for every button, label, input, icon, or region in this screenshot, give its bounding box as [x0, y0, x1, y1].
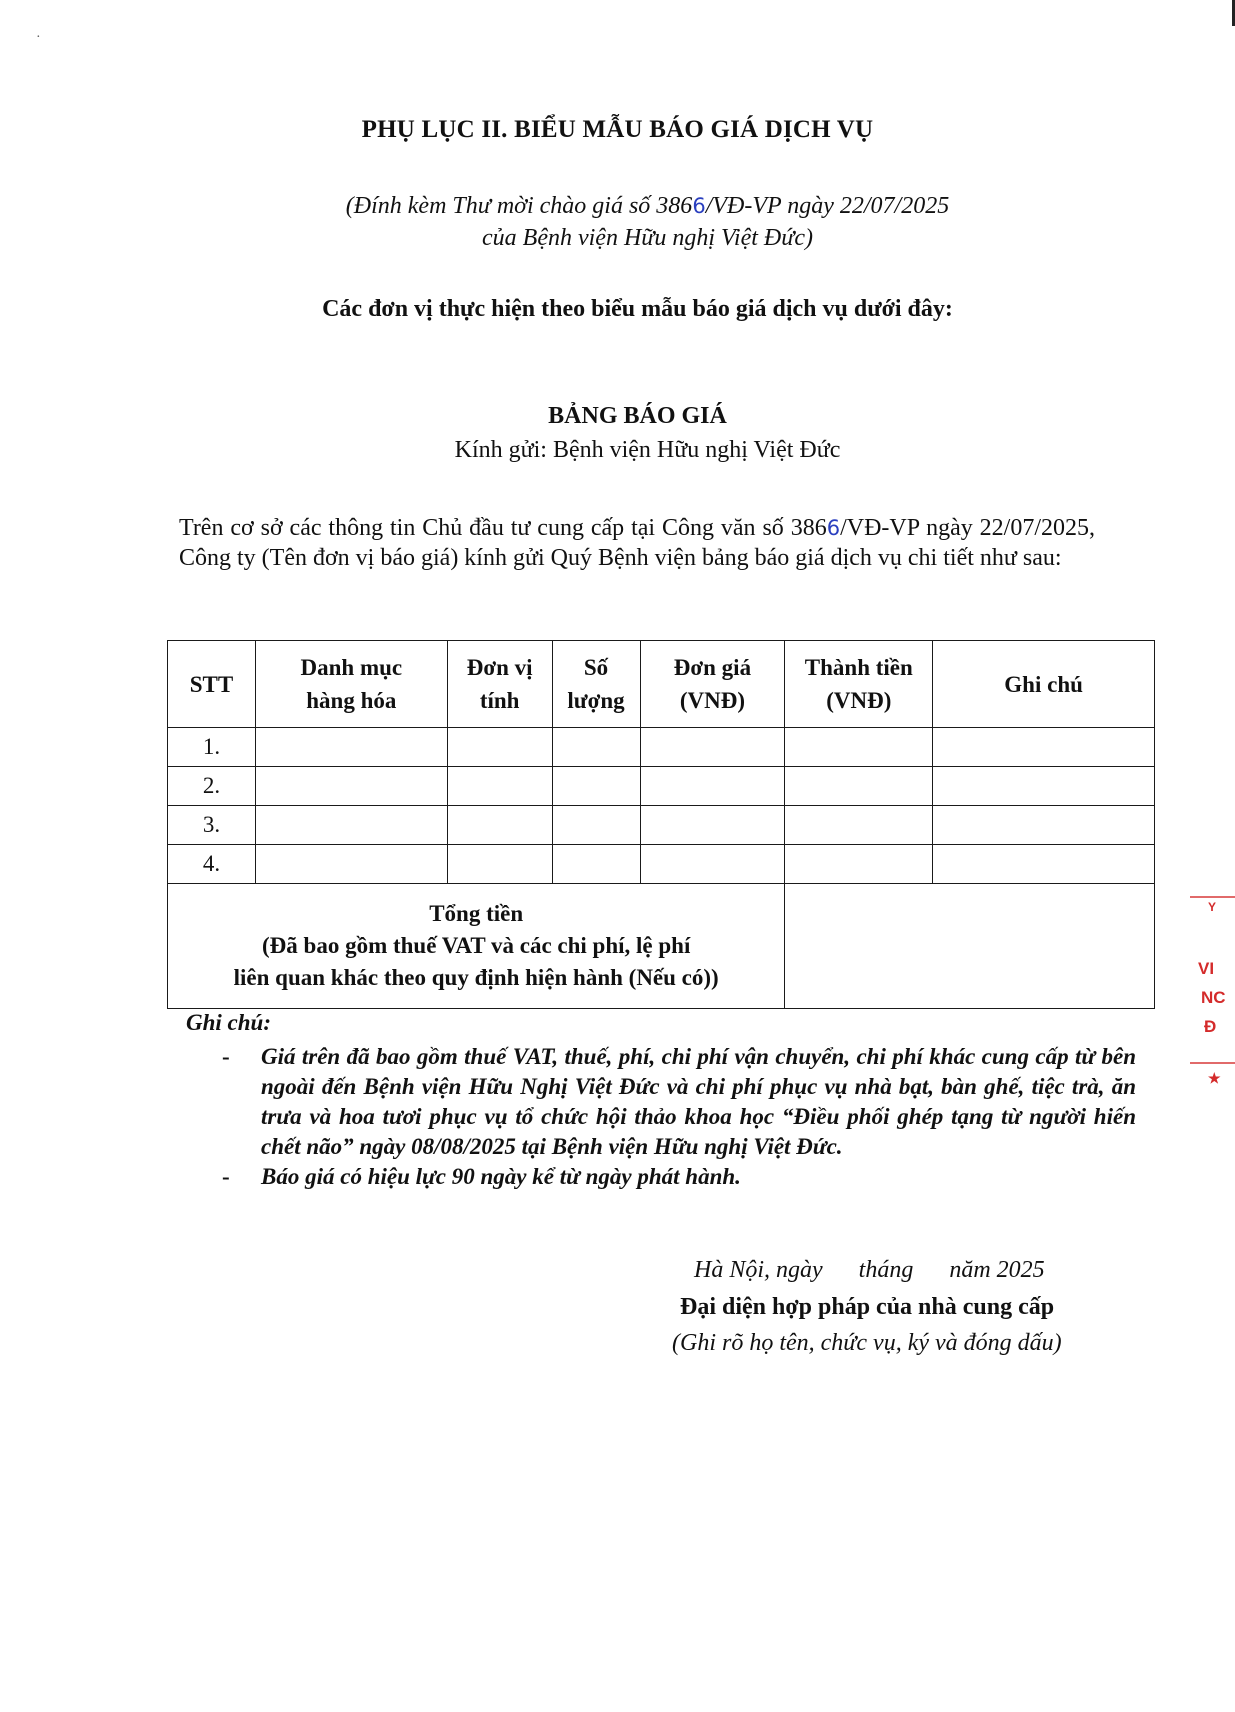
- header-note: Ghi chú: [933, 641, 1155, 728]
- stamp-ring-arc: [1190, 1062, 1235, 1064]
- stamp-text: Y: [1208, 900, 1217, 914]
- signature-date-line: Hà Nội, ngày tháng năm 2025: [694, 1257, 1045, 1283]
- total-value-cell: [785, 884, 1155, 1009]
- stamp-text: VI: [1198, 959, 1215, 978]
- handwritten-digit: 6: [692, 194, 706, 218]
- cell-amount: [785, 728, 933, 767]
- row-stt: 4.: [168, 845, 256, 884]
- cell-item: [255, 806, 447, 845]
- note-text: Giá trên đã bao gồm thuế VAT, thuế, phí, chi phí vận chuyển, chi phí khác cung cấp từ bên ngoài đến Bệnh viện Hữu Nghị Việt Đức và chi phí phục vụ nhà bạt, bàn ghế, tiệc trà, ăn trưa và hoa tươi phục vụ tổ chức hội thảo khoa học “Điều phối ghép tạng từ người hiến chết não” ngày 08/08/2025 tại Bệnh viện Hữu nghị Việt Đức.: [261, 1044, 1136, 1159]
- notes-section: [186, 1008, 1136, 1192]
- header-item: [255, 641, 447, 728]
- header-quantity-line-2: lượng: [567, 688, 625, 713]
- cell-note: [933, 806, 1155, 845]
- notes-heading: Ghi chú:: [186, 1010, 271, 1035]
- header-stt: STT: [168, 641, 256, 728]
- quote-title: BẢNG BÁO GIÁ: [548, 403, 727, 429]
- note-item: [186, 1162, 1136, 1192]
- header-unit: [447, 641, 552, 728]
- header-unit-line-2: tính: [479, 688, 520, 713]
- cell-note: [933, 845, 1155, 884]
- scan-speck: ·: [36, 30, 41, 45]
- signature-note: (Ghi rõ họ tên, chức vụ, ký và đóng dấu): [672, 1330, 1062, 1356]
- total-label: [168, 884, 785, 1009]
- stamp-ring-arc: [1190, 896, 1235, 898]
- stamp-text: Đ: [1204, 1017, 1217, 1036]
- subtitle-line-2: của Bệnh viện Hữu nghị Việt Đức): [482, 225, 813, 251]
- cell-unit-price: [640, 767, 785, 806]
- cell-quantity: [552, 728, 640, 767]
- note-dash: -: [222, 1164, 230, 1189]
- cell-item: [255, 845, 447, 884]
- cell-item: [255, 767, 447, 806]
- subtitle-text-before: (Đính kèm Thư mời chào giá số 386: [345, 193, 693, 219]
- cell-unit: [447, 806, 552, 845]
- cell-unit-price: [640, 728, 785, 767]
- total-label-line-1: Tổng tiền: [429, 901, 524, 926]
- cell-quantity: [552, 845, 640, 884]
- cell-amount: [785, 806, 933, 845]
- header-item-line-2: hàng hóa: [306, 688, 397, 713]
- table-header-row: [168, 641, 1155, 728]
- handwritten-digit: 6: [826, 516, 841, 540]
- intro-text-before: Trên cơ sở các thông tin Chủ đầu tư cung cấp tại Công văn số 386: [179, 515, 827, 541]
- stamp-star-icon: ★: [1208, 1070, 1221, 1086]
- header-quantity: [552, 641, 640, 728]
- cell-note: [933, 767, 1155, 806]
- document-title: PHỤ LỤC II. BIỂU MẪU BÁO GIÁ DỊCH VỤ: [361, 116, 874, 143]
- header-amount-line-1: Thành tiền: [804, 655, 913, 680]
- document-subtitle: [0, 190, 1235, 254]
- cell-note: [933, 728, 1155, 767]
- row-stt: 3.: [168, 806, 256, 845]
- header-amount: [785, 641, 933, 728]
- cell-item: [255, 728, 447, 767]
- stamp-text: NC: [1201, 988, 1226, 1007]
- header-unit-price-line-2: (VNĐ): [679, 688, 746, 713]
- cell-unit: [447, 767, 552, 806]
- intro-text-after: /VĐ-VP ngày 22/07/2025, Công ty (Tên đơn vị báo giá) kính gửi Quý Bệnh viện bảng báo giá dịch vụ chi tiết như sau:: [179, 515, 1095, 571]
- quote-table: [167, 640, 1155, 1009]
- table-row: [168, 767, 1155, 806]
- cell-amount: [785, 767, 933, 806]
- header-amount-line-2: (VNĐ): [826, 688, 892, 713]
- cell-unit: [447, 845, 552, 884]
- row-stt: 1.: [168, 728, 256, 767]
- instruction-text: Các đơn vị thực hiện theo biểu mẫu báo giá dịch vụ dưới đây:: [322, 296, 953, 322]
- subtitle-text-after: /VĐ-VP ngày 22/07/2025: [705, 193, 950, 219]
- header-unit-line-1: Đơn vị: [466, 655, 533, 680]
- table-row: [168, 845, 1155, 884]
- red-stamp-edge: [1196, 880, 1235, 1110]
- total-label-line-3: liên quan khác theo quy định hiện hành (Nếu có)): [233, 965, 719, 990]
- header-unit-price-line-1: Đơn giá: [673, 655, 752, 680]
- total-row: [168, 884, 1155, 1009]
- quote-recipient: Kính gửi: Bệnh viện Hữu nghị Việt Đức: [454, 437, 841, 463]
- cell-quantity: [552, 806, 640, 845]
- header-unit-price: [640, 641, 785, 728]
- note-item: [186, 1042, 1136, 1162]
- cell-unit-price: [640, 845, 785, 884]
- table-row: [168, 728, 1155, 767]
- subtitle-line-1: [0, 190, 1235, 222]
- row-stt: 2.: [168, 767, 256, 806]
- header-quantity-line-1: Số: [583, 655, 609, 680]
- cell-quantity: [552, 767, 640, 806]
- cell-amount: [785, 845, 933, 884]
- total-label-line-2: (Đã bao gồm thuế VAT và các chi phí, lệ phí: [262, 933, 691, 958]
- table-row: [168, 806, 1155, 845]
- header-item-line-1: Danh mục: [300, 655, 403, 680]
- intro-paragraph: [179, 513, 1095, 573]
- signature-title: Đại diện hợp pháp của nhà cung cấp: [680, 1294, 1055, 1320]
- note-dash: -: [222, 1044, 230, 1069]
- cell-unit-price: [640, 806, 785, 845]
- cell-unit: [447, 728, 552, 767]
- note-text: Báo giá có hiệu lực 90 ngày kể từ ngày phát hành.: [261, 1164, 741, 1189]
